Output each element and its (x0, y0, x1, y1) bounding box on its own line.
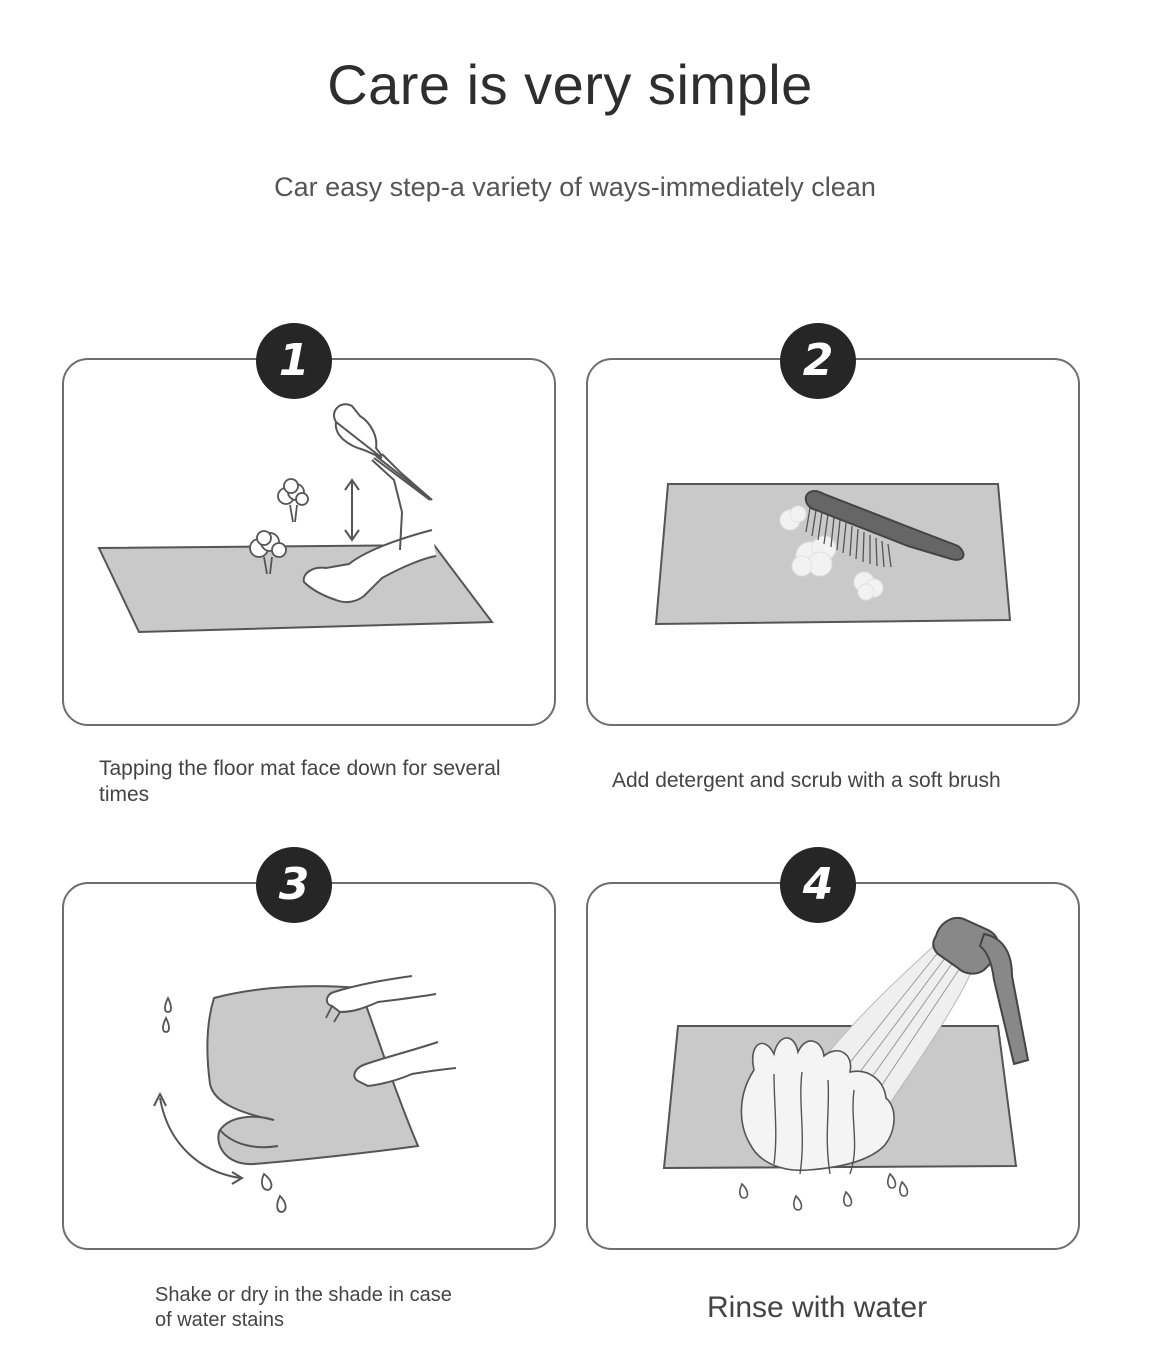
step-3-panel (62, 859, 556, 1250)
step-2-caption: Add detergent and scrub with a soft brush (612, 769, 1001, 792)
step-1-badge: 1 (256, 323, 332, 399)
step-1-caption: Tapping the floor mat face down for several times (99, 757, 501, 806)
step-1-panel (62, 335, 556, 726)
page-subtitle: Car easy step-a variety of ways-immediately clean (274, 172, 876, 202)
shower-rinsing-mat-icon (588, 884, 1082, 1252)
step-2-panel (586, 335, 1080, 726)
step-2-badge: 2 (780, 323, 856, 399)
brush-scrubbing-mat-icon (588, 360, 1082, 728)
step-4-caption: Rinse with water (707, 1291, 928, 1324)
step-4-badge: 4 (780, 847, 856, 923)
step-3-caption: Shake or dry in the shade in case of water stains (155, 1284, 452, 1331)
page-title: Care is very simple (327, 53, 813, 116)
hand-tapping-mat-icon (64, 360, 558, 728)
step-3-badge: 3 (256, 847, 332, 923)
step-4-panel (586, 859, 1080, 1250)
hands-shaking-mat-icon (64, 884, 558, 1252)
